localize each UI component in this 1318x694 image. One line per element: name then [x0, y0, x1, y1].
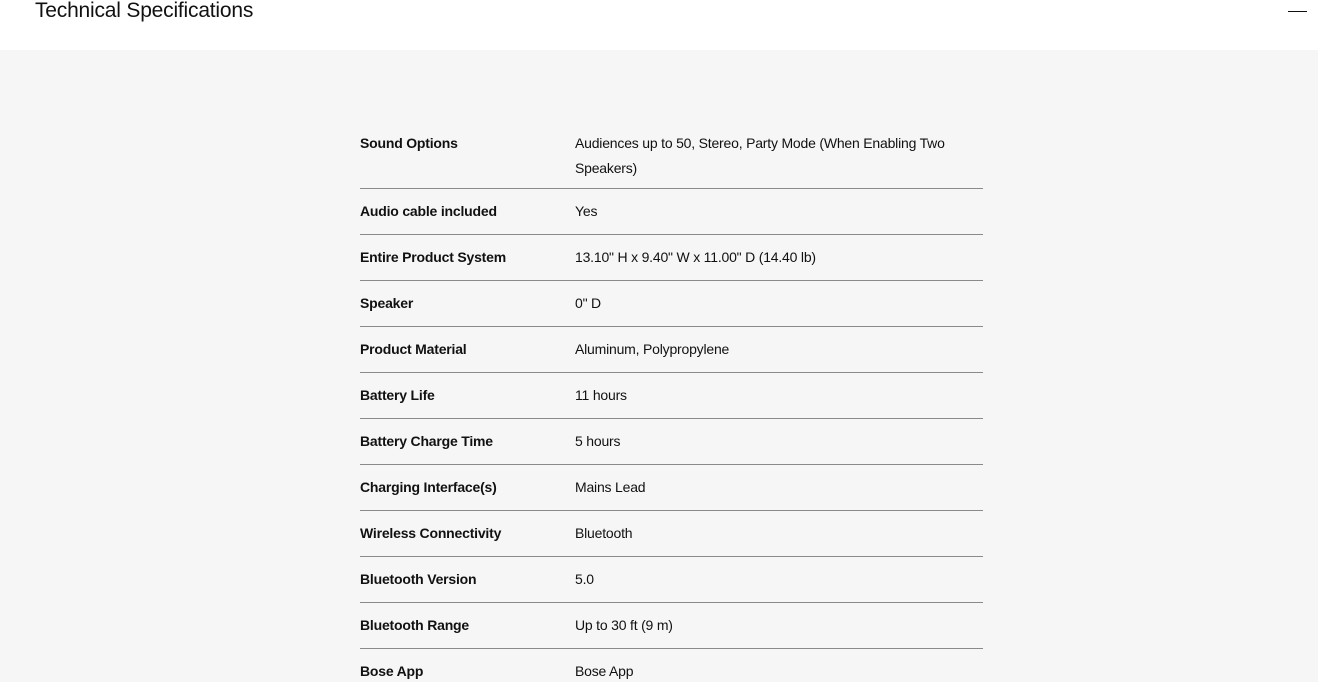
- spec-value: Bose App: [575, 663, 634, 679]
- table-row: [360, 189, 983, 235]
- collapse-section-button[interactable]: [1284, 2, 1310, 22]
- table-row: [360, 465, 983, 511]
- spec-label: Entire Product System: [360, 249, 506, 265]
- spec-value: Aluminum, Polypropylene: [575, 341, 730, 357]
- spec-label: Speaker: [360, 295, 414, 311]
- minus-icon: [1288, 11, 1307, 12]
- spec-label: Bluetooth Version: [360, 571, 477, 587]
- spec-value: Up to 30 ft (9 m): [575, 617, 673, 633]
- table-row: [360, 603, 983, 649]
- table-row: [360, 511, 983, 557]
- spec-value: Yes: [575, 203, 598, 219]
- spec-label: Charging Interface(s): [360, 479, 497, 495]
- spec-label: Audio cable included: [360, 203, 497, 219]
- spec-value: 5.0: [575, 571, 594, 587]
- table-row: [360, 419, 983, 465]
- table-row: [360, 281, 983, 327]
- spec-table: [360, 128, 983, 694]
- section-header: [0, 0, 1318, 50]
- spec-value: Bluetooth: [575, 525, 633, 541]
- spec-label: Battery Life: [360, 387, 435, 403]
- spec-label: Battery Charge Time: [360, 433, 493, 449]
- spec-label: Product Material: [360, 341, 467, 357]
- table-row: [360, 327, 983, 373]
- spec-value: Mains Lead: [575, 479, 646, 495]
- spec-value: Audiences up to 50, Stereo, Party Mode (When Enabling Two Speakers): [575, 135, 945, 176]
- table-row: [360, 649, 983, 694]
- table-row: [360, 373, 983, 419]
- spec-label: Bluetooth Range: [360, 617, 469, 633]
- spec-value: 13.10" H x 9.40" W x 11.00" D (14.40 lb): [575, 249, 816, 265]
- spec-label: Wireless Connectivity: [360, 525, 502, 541]
- section-title: Technical Specifications: [35, 0, 254, 22]
- spec-value: 11 hours: [575, 387, 627, 403]
- table-row: [360, 128, 983, 189]
- spec-label: Sound Options: [360, 135, 458, 151]
- spec-value: 5 hours: [575, 433, 621, 449]
- specifications-panel: [0, 50, 1318, 682]
- spec-label: Bose App: [360, 663, 424, 679]
- spec-value: 0" D: [575, 295, 601, 311]
- table-row: [360, 235, 983, 281]
- table-row: [360, 557, 983, 603]
